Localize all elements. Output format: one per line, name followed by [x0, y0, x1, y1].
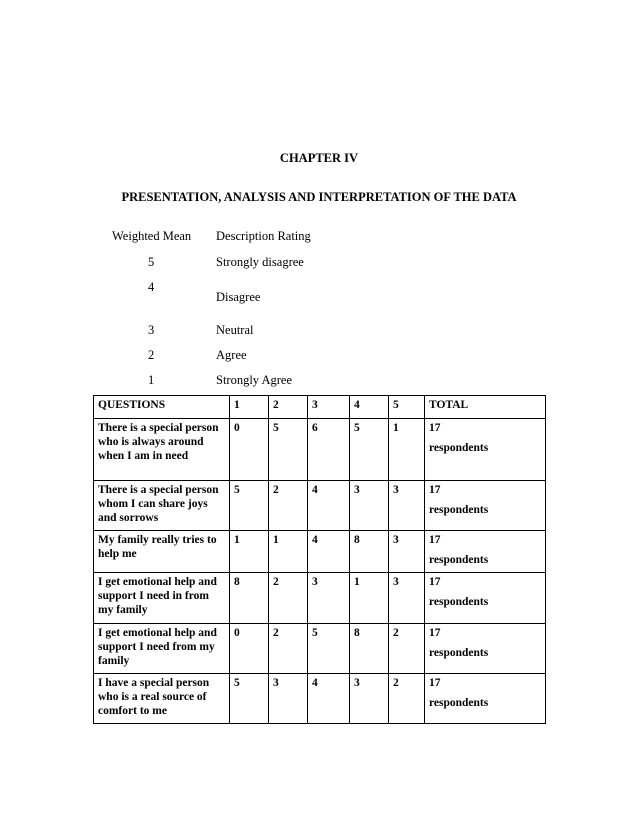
scale-header-mean: Weighted Mean: [112, 229, 192, 243]
count-cell: 1: [230, 531, 269, 573]
count-cell: 3: [389, 531, 425, 573]
count-cell: 4: [308, 531, 350, 573]
scale-value: 4: [148, 280, 155, 294]
total-cell: [425, 481, 546, 531]
header-questions: QUESTIONS: [94, 396, 230, 419]
total-cell: [425, 674, 546, 724]
count-cell: 3: [389, 573, 425, 624]
question-cell: There is a special person whom I can share joys and sorrows: [94, 481, 230, 531]
count-cell: 5: [269, 419, 308, 481]
question-cell: I get emotional help and support I need from my family: [94, 624, 230, 674]
total-unit: respondents: [429, 504, 489, 516]
count-cell: 1: [269, 531, 308, 573]
count-cell: 0: [230, 419, 269, 481]
count-cell: 4: [308, 481, 350, 531]
scale-label: Strongly Agree: [216, 373, 293, 387]
total-cell: [425, 419, 546, 481]
scale-header-desc: Description Rating: [216, 229, 311, 243]
count-cell: 8: [350, 624, 389, 674]
scale-label: Neutral: [216, 323, 254, 337]
count-cell: 2: [269, 624, 308, 674]
header-col-4: 4: [350, 396, 389, 419]
survey-results-table: [93, 395, 546, 724]
count-cell: 5: [308, 624, 350, 674]
header-col-5: 5: [389, 396, 425, 419]
table-row: [94, 481, 546, 531]
count-cell: 2: [269, 573, 308, 624]
count-cell: 8: [230, 573, 269, 624]
total-cell: [425, 531, 546, 573]
count-cell: 6: [308, 419, 350, 481]
question-cell: There is a special person who is always around when I am in need: [94, 419, 230, 481]
total-value: 17: [429, 534, 441, 546]
total-value: 17: [429, 677, 441, 689]
question-cell: My family really tries to help me: [94, 531, 230, 573]
section-heading: PRESENTATION, ANALYSIS AND INTERPRETATION OF THE DATA: [121, 190, 517, 204]
count-cell: 1: [389, 419, 425, 481]
table-header-row: [94, 396, 546, 419]
count-cell: 5: [230, 481, 269, 531]
total-cell: [425, 573, 546, 624]
scale-label: Agree: [216, 348, 247, 362]
total-value: 17: [429, 422, 441, 434]
rating-scale: [0, 0, 638, 400]
total-unit: respondents: [429, 697, 489, 709]
count-cell: 0: [230, 624, 269, 674]
total-unit: respondents: [429, 596, 489, 608]
count-cell: 1: [350, 573, 389, 624]
total-unit: respondents: [429, 647, 489, 659]
scale-value: 3: [148, 323, 155, 337]
count-cell: 2: [389, 674, 425, 724]
count-cell: 8: [350, 531, 389, 573]
total-value: 17: [429, 576, 441, 588]
total-cell: [425, 624, 546, 674]
scale-value: 5: [148, 255, 155, 269]
total-value: 17: [429, 627, 441, 639]
total-unit: respondents: [429, 554, 489, 566]
table-row: [94, 419, 546, 481]
scale-value: 1: [148, 373, 155, 387]
total-value: 17: [429, 484, 441, 496]
count-cell: 2: [269, 481, 308, 531]
count-cell: 5: [230, 674, 269, 724]
count-cell: 5: [350, 419, 389, 481]
count-cell: 3: [389, 481, 425, 531]
header-total: TOTAL: [425, 396, 546, 419]
count-cell: 3: [269, 674, 308, 724]
chapter-title: CHAPTER IV: [279, 151, 359, 165]
header-col-1: 1: [230, 396, 269, 419]
question-cell: I get emotional help and support I need in from my family: [94, 573, 230, 624]
header-col-2: 2: [269, 396, 308, 419]
count-cell: 3: [350, 481, 389, 531]
count-cell: 3: [350, 674, 389, 724]
question-cell: I have a special person who is a real source of comfort to me: [94, 674, 230, 724]
table-row: [94, 674, 546, 724]
scale-label: Disagree: [216, 290, 261, 304]
header-col-3: 3: [308, 396, 350, 419]
table-row: [94, 531, 546, 573]
table-row: [94, 624, 546, 674]
total-unit: respondents: [429, 442, 489, 454]
table-row: [94, 573, 546, 624]
scale-label: Strongly disagree: [216, 255, 304, 269]
scale-value: 2: [148, 348, 155, 362]
count-cell: 4: [308, 674, 350, 724]
count-cell: 3: [308, 573, 350, 624]
count-cell: 2: [389, 624, 425, 674]
